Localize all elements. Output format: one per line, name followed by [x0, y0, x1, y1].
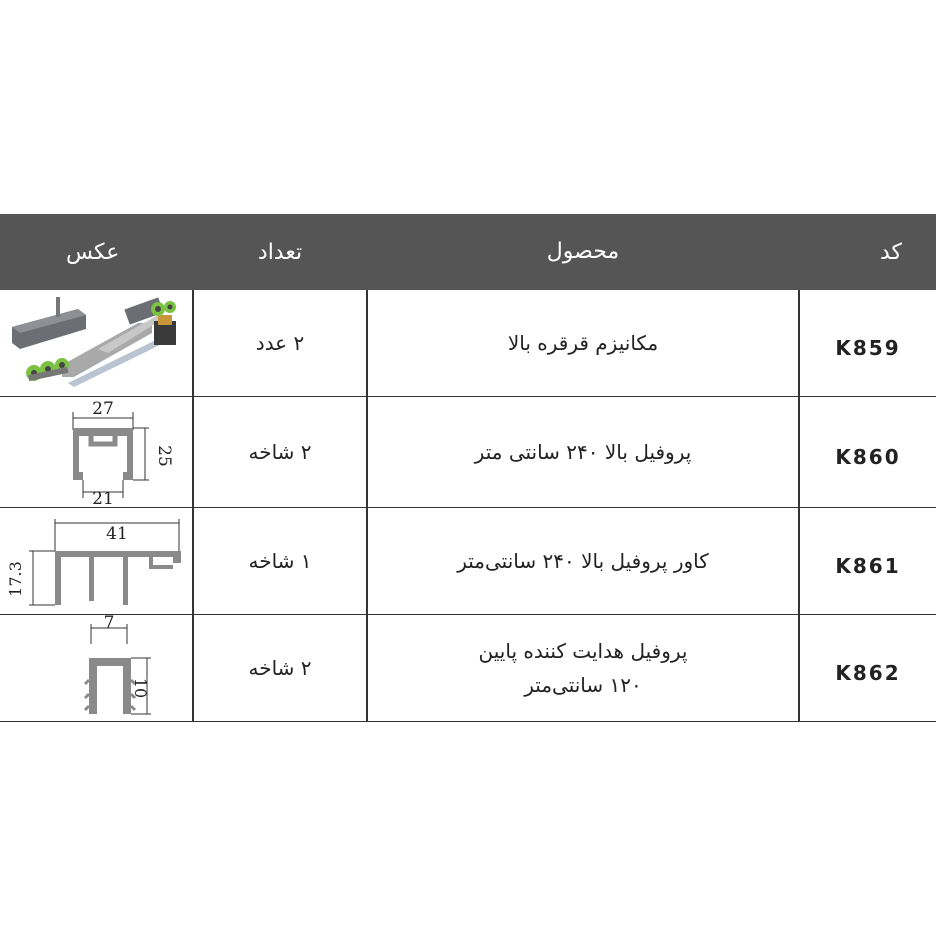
product-line-1: پروفیل هدایت کننده پایین	[478, 639, 688, 663]
quantity-cell: ۲ شاخه	[248, 656, 312, 680]
product-line-2: ۱۲۰ سانتی‌متر	[524, 673, 642, 697]
table-row	[0, 397, 936, 508]
code-cell	[800, 508, 936, 614]
dim-top: 41	[106, 524, 128, 544]
dim-side: 17.3	[6, 561, 25, 597]
product-table	[0, 214, 936, 722]
code-cell	[800, 397, 936, 507]
code-text: K861	[835, 554, 901, 578]
top-profile-cover-image	[0, 508, 192, 614]
quantity-cell: ۱ شاخه	[248, 549, 312, 573]
dim-bottom: 21	[92, 489, 114, 509]
dim-side: 10	[131, 677, 150, 699]
product-cell: کاور پروفیل بالا ۲۴۰ سانتی‌متر	[457, 549, 709, 573]
code-text: K859	[835, 336, 901, 360]
code-text: K862	[835, 661, 901, 685]
dim-top: 7	[103, 613, 115, 633]
product-cell: مکانیزم قرقره بالا	[507, 331, 659, 355]
bottom-guide-profile-image	[0, 615, 192, 721]
code-cell	[800, 290, 936, 396]
table-row	[0, 290, 936, 397]
table-header	[0, 214, 936, 290]
top-profile-image	[0, 397, 192, 507]
code-text: K860	[835, 445, 901, 469]
quantity-cell: ۲ شاخه	[248, 440, 312, 464]
table-row	[0, 615, 936, 722]
header-code: کد	[879, 239, 902, 265]
product-cell	[368, 615, 798, 721]
dim-side: 25	[154, 445, 174, 467]
quantity-cell: ۲ عدد	[255, 331, 305, 355]
header-photo: عکس	[66, 239, 120, 265]
header-quantity: تعداد	[257, 239, 303, 265]
roller-mechanism-image	[0, 290, 192, 396]
header-product: محصول	[546, 239, 620, 264]
code-cell	[800, 615, 936, 721]
dim-top: 27	[92, 399, 114, 419]
product-cell: پروفیل بالا ۲۴۰ سانتی متر	[474, 440, 692, 464]
table-row	[0, 508, 936, 615]
